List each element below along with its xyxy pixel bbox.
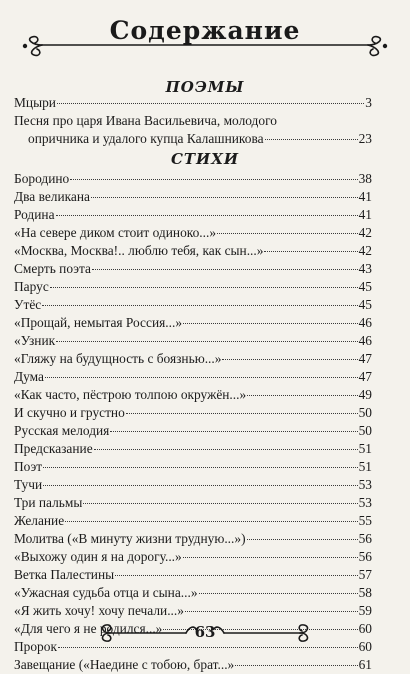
entry-page: 57 <box>358 567 372 582</box>
flourish-divider <box>18 35 392 59</box>
dot-leader <box>83 503 357 504</box>
dot-leader <box>50 287 358 288</box>
entry-page: 43 <box>358 261 372 276</box>
entry-page: 55 <box>358 513 372 528</box>
dot-leader <box>265 139 358 140</box>
entry-title: Два великана <box>14 189 90 204</box>
dot-leader <box>115 575 357 576</box>
dot-leader <box>183 323 358 324</box>
toc-entry[interactable] <box>14 224 372 242</box>
entry-page: 23 <box>358 131 372 146</box>
dot-leader <box>43 485 358 486</box>
toc-entry[interactable] <box>14 170 372 188</box>
dot-leader <box>56 341 357 342</box>
entry-page: 58 <box>358 585 372 600</box>
dot-leader <box>56 215 358 216</box>
entry-page: 51 <box>358 441 372 456</box>
toc-list-poems <box>14 94 372 148</box>
entry-title: Тучи <box>14 477 43 492</box>
dot-leader <box>247 539 358 540</box>
toc-entry[interactable] <box>14 188 372 206</box>
dot-leader <box>65 521 357 522</box>
toc-entry[interactable] <box>14 548 372 566</box>
toc-entry[interactable] <box>14 386 372 404</box>
toc-entry[interactable] <box>14 476 372 494</box>
toc-entry[interactable] <box>14 656 372 674</box>
section-title-poems: ПОЭМЫ <box>165 78 245 96</box>
entry-title: «Москва, Москва!.. люблю тебя, как сын...» <box>14 243 264 258</box>
entry-title: «Ужасная судьба отца и сына...» <box>14 585 198 600</box>
entry-page: 41 <box>358 207 372 222</box>
entry-page: 46 <box>358 315 372 330</box>
toc-entry[interactable] <box>14 440 372 458</box>
entry-title: Бородино <box>14 171 70 186</box>
entry-title: Поэт <box>14 459 43 474</box>
entry-page: 46 <box>358 333 372 348</box>
entry-title: Смерть поэта <box>14 261 91 276</box>
entry-page: 56 <box>358 531 372 546</box>
entry-page: 53 <box>358 495 372 510</box>
entry-page: 53 <box>358 477 372 492</box>
toc-entry-continuation[interactable] <box>14 130 372 148</box>
entry-page: 60 <box>358 639 372 654</box>
toc-entry[interactable] <box>14 602 372 620</box>
entry-title: Пророк <box>14 639 57 654</box>
entry-title: Предсказание <box>14 441 93 456</box>
dot-leader <box>91 197 358 198</box>
toc-entry[interactable] <box>14 404 372 422</box>
dot-leader <box>57 103 364 104</box>
entry-title: Молитва («В минуту жизни трудную...») <box>14 531 246 546</box>
dot-leader <box>247 395 357 396</box>
page-footer <box>0 620 410 646</box>
entry-page: 50 <box>358 423 372 438</box>
entry-title: «Прощай, немытая Россия...» <box>14 315 183 330</box>
toc-list-verses <box>14 170 372 674</box>
dot-leader <box>217 233 358 234</box>
toc-entry[interactable] <box>14 494 372 512</box>
toc-entry[interactable] <box>14 206 372 224</box>
entry-title: «На севере диком стоит одиноко...» <box>14 225 217 240</box>
entry-title: Парус <box>14 279 49 294</box>
entry-page: 45 <box>358 279 372 294</box>
entry-page: 56 <box>358 549 372 564</box>
dot-leader <box>58 647 358 648</box>
entry-title: И скучно и грустно <box>14 405 125 420</box>
dot-leader <box>45 377 358 378</box>
dot-leader <box>185 611 358 612</box>
dot-leader <box>43 467 357 468</box>
entry-title: Дума <box>14 369 44 384</box>
toc-entry[interactable] <box>14 260 372 278</box>
entry-title: Завещание («Наедине с тобою, брат...» <box>14 657 235 672</box>
entry-title: Ветка Палестины <box>14 567 115 582</box>
entry-title: Русская мелодия <box>14 423 110 438</box>
dot-leader <box>183 557 358 558</box>
entry-page: 47 <box>358 369 372 384</box>
entry-page: 51 <box>358 459 372 474</box>
entry-page: 38 <box>358 171 372 186</box>
entry-page: 59 <box>358 603 372 618</box>
entry-page: 42 <box>358 243 372 258</box>
dot-leader <box>235 665 357 666</box>
page-title: Содержание <box>109 16 301 45</box>
entry-page: 41 <box>358 189 372 204</box>
entry-title: «Узник <box>14 333 56 348</box>
toc-entry[interactable] <box>14 350 372 368</box>
entry-title: Родина <box>14 207 55 222</box>
toc-entry[interactable] <box>14 422 372 440</box>
entry-page: 3 <box>365 95 372 110</box>
toc-entry[interactable] <box>14 458 372 476</box>
toc-entry[interactable] <box>14 584 372 602</box>
entry-title: Желание <box>14 513 65 528</box>
page-number: 63 <box>194 623 216 641</box>
dot-leader <box>94 449 358 450</box>
entry-page: 49 <box>358 387 372 402</box>
toc-entry[interactable] <box>14 94 372 112</box>
entry-title: Три пальмы <box>14 495 83 510</box>
dot-leader <box>199 593 358 594</box>
dot-leader <box>70 179 357 180</box>
dot-leader <box>92 269 358 270</box>
entry-title: «Выхожу один я на дорогу...» <box>14 549 182 564</box>
toc-entry[interactable] <box>14 314 372 332</box>
dot-leader <box>222 359 357 360</box>
entry-page: 45 <box>358 297 372 312</box>
toc-entry[interactable] <box>14 278 372 296</box>
dot-leader <box>126 413 358 414</box>
entry-page: 42 <box>358 225 372 240</box>
entry-title: опричника и удалого купца Калашникова <box>28 131 264 146</box>
toc-entry[interactable] <box>14 512 372 530</box>
toc-entry[interactable] <box>14 368 372 386</box>
entry-page: 60 <box>358 621 372 636</box>
entry-page: 61 <box>358 657 372 672</box>
dot-leader <box>110 431 357 432</box>
toc-entry[interactable] <box>14 112 372 130</box>
toc-entry[interactable] <box>14 530 372 548</box>
dot-leader <box>42 305 357 306</box>
entry-title: Песня про царя Ивана Васильевича, молодого <box>14 113 277 128</box>
entry-title: Мцыри <box>14 95 56 110</box>
entry-title: «Для чего я не родился...» <box>14 621 163 636</box>
entry-page: 47 <box>358 351 372 366</box>
toc-entry[interactable] <box>14 296 372 314</box>
entry-title: «Как часто, пёстрою толпою окружён...» <box>14 387 247 402</box>
section-title-verses: СТИХИ <box>170 150 240 168</box>
entry-title: «Я жить хочу! хочу печали...» <box>14 603 184 618</box>
entry-page: 50 <box>358 405 372 420</box>
toc-entry[interactable] <box>14 566 372 584</box>
entry-title: Утёс <box>14 297 42 312</box>
toc-entry[interactable] <box>14 242 372 260</box>
dot-leader <box>264 251 357 252</box>
toc-entry[interactable] <box>14 332 372 350</box>
entry-title: «Гляжу на будущность с боязнью...» <box>14 351 222 366</box>
